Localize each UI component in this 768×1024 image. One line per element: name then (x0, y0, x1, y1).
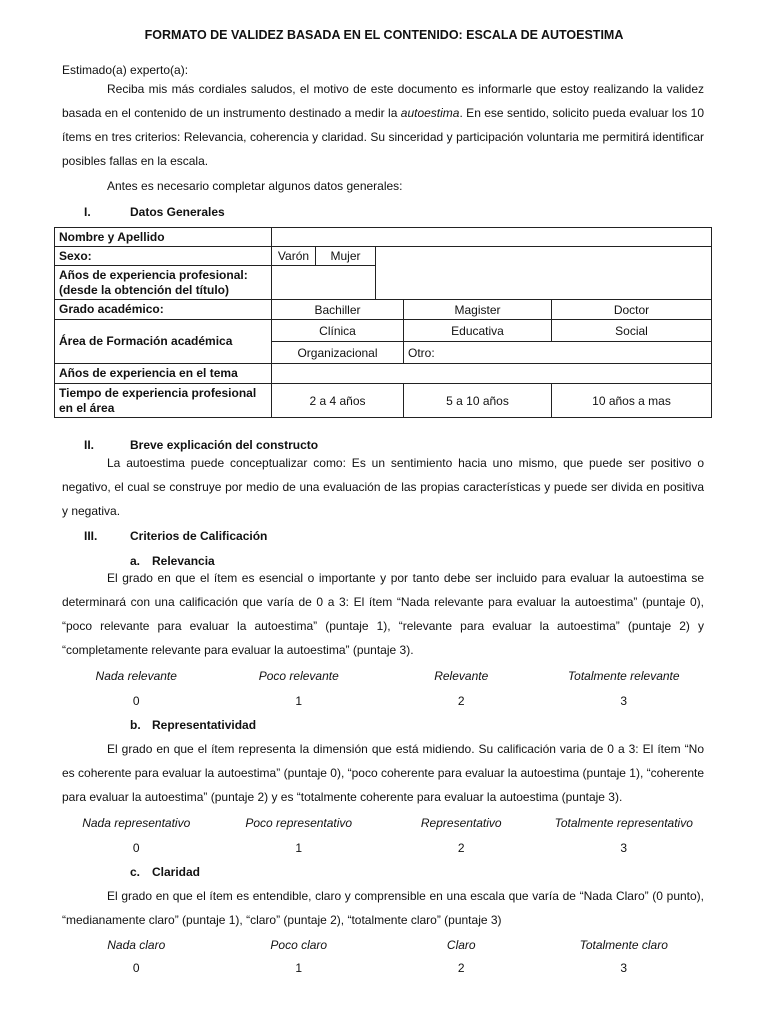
section-3-title: Criterios de Calificación (130, 529, 268, 543)
degree-option-doctor[interactable]: Doctor (552, 300, 712, 320)
experience-input-cell[interactable] (272, 266, 376, 300)
degree-label: Grado académico: (55, 300, 272, 320)
scale-label: Nada relevante (95, 669, 177, 683)
table-row (55, 300, 712, 320)
time-option-5-10[interactable]: 5 a 10 años (404, 384, 552, 418)
criterion-a-title: Relevancia (152, 554, 215, 568)
clarity-scale-labels (55, 938, 705, 952)
scale-label: Nada representativo (82, 816, 191, 830)
section-2-title: Breve explicación del constructo (130, 438, 319, 452)
scale-value: 0 (132, 961, 140, 975)
intro-text-b: . En ese sentido, solicito pueda evaluar los 10 ítems en tres criterios: Relevancia, coherencia y claridad. Su sinceridad y participación voluntaria me permitirá identificar posibles fallas en la escala. (62, 106, 705, 168)
table-row (55, 364, 712, 384)
representativeness-scale-values (55, 841, 705, 855)
scale-label: Totalmente relevante (567, 669, 680, 683)
topic-experience-input-cell[interactable] (272, 364, 712, 384)
table-row (55, 228, 712, 247)
name-input-cell[interactable] (272, 228, 712, 247)
greeting: Estimado(a) experto(a): (62, 63, 189, 77)
professional-time-label: Tiempo de experiencia profesional en el área (55, 384, 272, 418)
section-3-number: III. (84, 529, 98, 543)
sex-label: Sexo: (55, 247, 272, 266)
criterion-c-text: El grado en que el ítem es entendible, claro y comprensible en una escala que varía de “Nada Claro” (0 punto), “medianamente claro” (puntaje 1), “claro” (puntaje 2), “totalmente claro” (puntaje 3) (62, 889, 704, 927)
scale-label: Claro (446, 938, 476, 952)
intro-paragraph (62, 77, 704, 173)
area-option-social[interactable]: Social (552, 320, 712, 342)
scale-value: 2 (457, 841, 465, 855)
criterion-b-title: Representatividad (152, 718, 257, 732)
table-row (55, 320, 712, 342)
criterion-b-letter: b. (130, 718, 141, 732)
criterion-a-letter: a. (130, 554, 141, 568)
topic-experience-label: Años de experiencia en el tema (55, 364, 272, 384)
scale-label: Nada claro (107, 938, 166, 952)
relevance-scale-labels (55, 669, 705, 683)
representativeness-scale-labels (55, 816, 705, 830)
scale-label: Totalmente claro (579, 938, 668, 952)
clarity-scale-values (55, 961, 705, 975)
section-1-number: I. (84, 205, 91, 219)
experience-label-line1: Años de experiencia profesional: (59, 267, 248, 282)
construct-explanation: La autoestima puede conceptualizar como: Es un sentimiento hacia uno mismo, que puede ser positivo o negativo, el cual se construye por medio de una evaluación de las propias características y puede ser divida en positiva y negativa. (62, 456, 704, 518)
table-row (55, 247, 712, 266)
scale-value: 1 (295, 841, 303, 855)
area-option-clinical[interactable]: Clínica (272, 320, 404, 342)
area-option-educational[interactable]: Educativa (404, 320, 552, 342)
scale-label: Poco representativo (245, 816, 353, 830)
scale-label: Poco relevante (258, 669, 339, 683)
area-label: Área de Formación académica (55, 320, 272, 364)
area-option-other[interactable]: Otro: (404, 342, 712, 364)
table-row (55, 384, 712, 418)
section-1-title: Datos Generales (130, 205, 225, 219)
scale-value: 1 (295, 694, 303, 708)
area-option-organizational[interactable]: Organizacional (272, 342, 404, 364)
criterion-c-letter: c. (130, 865, 141, 879)
scale-label: Totalmente representativo (554, 816, 693, 830)
scale-label: Representativo (420, 816, 502, 830)
document-title: FORMATO DE VALIDEZ BASADA EN EL CONTENIDO: ESCALA DE AUTOESTIMA (144, 28, 624, 42)
scale-value: 3 (620, 961, 628, 975)
intro-text-a: Reciba mis más cordiales saludos, el motivo de este documento es informarle que estoy realizando la validez basada en el contenido de un instrumento destinado a medir la (62, 82, 704, 120)
experience-label-line2: (desde la obtención del título) (59, 282, 230, 297)
time-option-10-plus[interactable]: 10 años a mas (552, 384, 712, 418)
scale-value: 3 (620, 841, 628, 855)
scale-value: 2 (457, 694, 465, 708)
intro-instruction: Antes es necesario completar algunos datos generales: (107, 179, 403, 193)
criterion-c-title: Claridad (152, 865, 201, 879)
degree-option-bachelor[interactable]: Bachiller (272, 300, 404, 320)
criterion-a-text: El grado en que el ítem es esencial o importante y por tanto debe ser incluido para evaluar la autoestima se determinará con una calificación que varía de 0 a 3: El ítem “Nada relevante para evaluar la autoestima” (puntaje 0), “poco relevante para evaluar la autoestima” (puntaje 1), “relevante para evaluar la autoestima” (puntaje 2) y “completamente relevante para evaluar la autoestima” (puntaje 3). (62, 571, 704, 657)
scale-value: 0 (132, 841, 140, 855)
criterion-b-text: El grado en que el ítem representa la dimensión que está midiendo. Su calificación varia de 0 a 3: El ítem “No es coherente para evaluar la autoestima” (puntaje 0), “poco coherente para evaluar la autoestima (puntaje 1), “coherente para evaluar la autoestima” (puntaje 2) y es “totalmente coherente para evaluar la autoestima (puntaje 3). (62, 742, 704, 804)
degree-option-master[interactable]: Magister (404, 300, 552, 320)
scale-value: 2 (457, 961, 465, 975)
experience-label (55, 266, 272, 300)
section-2-number: II. (84, 438, 95, 452)
sex-option-female[interactable]: Mujer (316, 247, 376, 266)
intro-emphasis: autoestima (400, 106, 460, 120)
sex-option-male[interactable]: Varón (272, 247, 316, 266)
scale-label: Relevante (434, 669, 489, 683)
scale-label: Poco claro (270, 938, 328, 952)
general-data-table (54, 227, 712, 418)
scale-value: 0 (132, 694, 140, 708)
scale-value: 1 (295, 961, 303, 975)
relevance-scale-values (55, 694, 705, 708)
name-label: Nombre y Apellido (55, 228, 272, 247)
scale-value: 3 (620, 694, 628, 708)
time-option-2-4[interactable]: 2 a 4 años (272, 384, 404, 418)
